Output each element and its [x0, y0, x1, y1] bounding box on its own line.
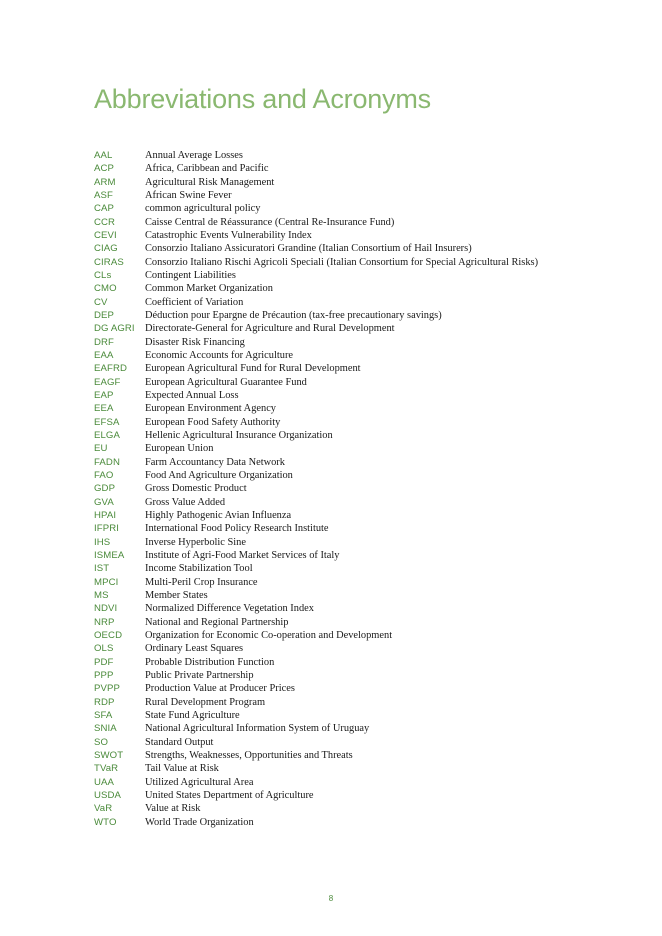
abbreviation-definition: Tail Value at Risk [145, 763, 219, 775]
abbreviation-row [94, 176, 614, 189]
abbreviation-row [94, 402, 614, 415]
abbreviation-row [94, 389, 614, 402]
abbreviation-definition: Ordinary Least Squares [145, 643, 244, 655]
abbreviation-definition: Common Market Organization [145, 283, 273, 295]
abbreviation-term: CIRAS [94, 256, 124, 268]
page-title: Abbreviations and Acronyms [94, 84, 431, 114]
abbreviation-term: EAFRD [94, 363, 128, 375]
abbreviation-row [94, 602, 614, 615]
abbreviation-definition: Food And Agriculture Organization [145, 470, 293, 482]
abbreviation-term: VaR [94, 803, 113, 815]
abbreviation-row [94, 362, 614, 375]
abbreviation-definition: Consorzio Italiano Assicuratori Grandine (Italian Consortium of Hail Insurers) [145, 243, 472, 255]
page-number: 8 [328, 894, 334, 903]
abbreviation-term: IST [94, 563, 110, 575]
abbreviation-row [94, 762, 614, 775]
abbreviation-definition: National Agricultural Information System of Uruguay [145, 723, 370, 735]
abbreviation-row [94, 722, 614, 735]
abbreviation-definition: Production Value at Producer Prices [145, 683, 295, 695]
abbreviation-row [94, 576, 614, 589]
abbreviation-row [94, 349, 614, 362]
abbreviation-term: GDP [94, 483, 116, 495]
abbreviation-row [94, 615, 614, 628]
abbreviation-term: ISMEA [94, 550, 125, 561]
abbreviation-row [94, 642, 614, 655]
abbreviation-row [94, 482, 614, 495]
abbreviation-definition: Déduction pour Epargne de Précaution (tax-free precautionary savings) [145, 310, 442, 322]
abbreviation-definition: Gross Domestic Product [145, 483, 247, 495]
abbreviation-definition: Utilized Agricultural Area [145, 776, 254, 788]
abbreviation-term: CIAG [94, 243, 118, 255]
abbreviation-row [94, 562, 614, 575]
abbreviation-term: TVaR [94, 763, 119, 775]
abbreviation-list [94, 149, 614, 829]
abbreviation-term: EAA [94, 350, 114, 362]
abbreviation-definition: Highly Pathogenic Avian Influenza [145, 510, 292, 522]
abbreviation-definition: United States Department of Agriculture [145, 789, 314, 801]
abbreviation-row [94, 256, 614, 269]
abbreviation-term: FAO [94, 470, 114, 482]
abbreviation-row [94, 429, 614, 442]
abbreviation-term: OLS [94, 643, 114, 655]
abbreviation-term: ASF [94, 190, 113, 202]
abbreviation-row [94, 509, 614, 522]
abbreviation-definition: Agricultural Risk Management [145, 176, 275, 188]
abbreviation-definition: Rural Development Program [145, 696, 266, 708]
abbreviation-definition: Hellenic Agricultural Insurance Organization [145, 430, 333, 442]
abbreviation-term: DRF [94, 336, 115, 348]
abbreviation-term: EAGF [94, 376, 121, 388]
abbreviation-row [94, 695, 614, 708]
abbreviation-term: DG AGRI [94, 323, 135, 335]
abbreviation-term: SNIA [94, 723, 117, 735]
abbreviation-term: IHS [94, 536, 111, 548]
abbreviation-term: CEVI [94, 230, 117, 242]
abbreviation-row [94, 469, 614, 482]
abbreviation-definition: common agricultural policy [145, 203, 261, 215]
abbreviation-row [94, 242, 614, 255]
abbreviation-definition: Probable Distribution Function [145, 656, 275, 668]
abbreviation-term: PPP [94, 669, 114, 681]
abbreviation-term: PVPP [94, 683, 120, 695]
abbreviation-definition: Inverse Hyperbolic Sine [145, 536, 246, 548]
abbreviation-definition: Expected Annual Loss [145, 390, 239, 402]
abbreviation-row [94, 775, 614, 788]
abbreviation-definition: Consorzio Italiano Rischi Agricoli Speciali (Italian Consortium for Special Agricultural Risks) [145, 256, 539, 268]
abbreviation-term: HPAI [94, 510, 117, 522]
abbreviation-term: UAA [94, 776, 115, 788]
abbreviation-term: EAP [94, 390, 114, 402]
abbreviation-definition: European Union [145, 443, 214, 455]
abbreviation-definition: Strengths, Weaknesses, Opportunities and Threats [145, 749, 353, 761]
abbreviation-term: SFA [94, 709, 113, 721]
abbreviation-term: NDVI [94, 603, 118, 615]
abbreviation-term: ACP [94, 163, 115, 175]
abbreviation-row [94, 802, 614, 815]
abbreviation-term: GVA [94, 496, 114, 508]
abbreviation-row [94, 202, 614, 215]
abbreviation-term: ELGA [94, 430, 120, 442]
abbreviation-term: RDP [94, 696, 115, 708]
abbreviation-row [94, 442, 614, 455]
abbreviation-row [94, 496, 614, 509]
abbreviation-row [94, 162, 614, 175]
abbreviation-term: FADN [94, 456, 120, 468]
abbreviation-row [94, 296, 614, 309]
abbreviation-definition: Economic Accounts for Agriculture [145, 350, 294, 362]
abbreviation-term: IFPRI [94, 523, 120, 535]
abbreviation-row [94, 322, 614, 335]
abbreviation-row [94, 282, 614, 295]
abbreviation-term: USDA [94, 789, 122, 801]
abbreviation-definition: European Agricultural Guarantee Fund [145, 376, 307, 388]
abbreviation-term: EU [94, 443, 108, 455]
abbreviation-row [94, 589, 614, 602]
abbreviation-definition: International Food Policy Research Institute [145, 523, 329, 535]
abbreviation-term: ARM [94, 176, 116, 188]
abbreviation-definition: Institute of Agri-Food Market Services of Italy [145, 550, 340, 561]
abbreviation-definition: Coefficient of Variation [145, 296, 244, 308]
abbreviation-row [94, 309, 614, 322]
abbreviation-definition: Normalized Difference Vegetation Index [145, 603, 314, 615]
abbreviation-row [94, 789, 614, 802]
abbreviation-definition: Caisse Central de Réassurance (Central Re-Insurance Fund) [145, 216, 395, 228]
abbreviation-row [94, 549, 614, 562]
abbreviation-row [94, 709, 614, 722]
abbreviation-row [94, 735, 614, 748]
abbreviation-row [94, 655, 614, 668]
abbreviation-row [94, 522, 614, 535]
abbreviation-term: MS [94, 589, 109, 601]
abbreviation-term: NRP [94, 616, 115, 628]
abbreviation-term: EFSA [94, 416, 120, 428]
abbreviation-row [94, 669, 614, 682]
abbreviation-definition: European Agricultural Fund for Rural Development [145, 363, 361, 375]
abbreviation-definition: Multi-Peril Crop Insurance [145, 576, 258, 588]
abbreviation-row [94, 149, 614, 162]
abbreviation-term: CMO [94, 283, 117, 295]
abbreviation-definition: Public Private Partnership [145, 669, 254, 681]
abbreviation-row [94, 269, 614, 282]
abbreviation-row [94, 815, 614, 828]
abbreviation-definition: Africa, Caribbean and Pacific [145, 163, 269, 175]
abbreviation-term: CAP [94, 203, 115, 215]
abbreviation-definition: Annual Average Losses [145, 150, 243, 162]
abbreviation-definition: Income Stabilization Tool [145, 563, 253, 575]
abbreviation-row [94, 376, 614, 389]
abbreviation-row [94, 682, 614, 695]
abbreviation-row [94, 749, 614, 762]
abbreviation-definition: Disaster Risk Financing [145, 336, 245, 348]
abbreviation-row [94, 416, 614, 429]
abbreviation-definition: African Swine Fever [145, 190, 232, 202]
abbreviation-term: SWOT [94, 749, 124, 761]
abbreviation-row [94, 216, 614, 229]
abbreviation-term: CLs [94, 270, 112, 282]
abbreviation-term: SO [94, 736, 109, 748]
abbreviation-row [94, 456, 614, 469]
abbreviation-row [94, 629, 614, 642]
abbreviation-definition: Organization for Economic Co-operation and Development [145, 629, 393, 641]
abbreviation-term: AAL [94, 150, 113, 162]
abbreviation-definition: World Trade Organization [145, 816, 254, 828]
abbreviation-term: MPCI [94, 576, 119, 588]
abbreviation-definition: State Fund Agriculture [145, 709, 240, 721]
abbreviation-row [94, 229, 614, 242]
abbreviation-term: PDF [94, 656, 114, 668]
abbreviation-definition: Contingent Liabilities [145, 270, 236, 282]
abbreviation-definition: Catastrophic Events Vulnerability Index [145, 230, 312, 242]
abbreviation-definition: Directorate-General for Agriculture and Rural Development [145, 323, 395, 335]
abbreviation-row [94, 536, 614, 549]
abbreviation-term: CCR [94, 216, 116, 228]
abbreviation-definition: National and Regional Partnership [145, 616, 289, 628]
abbreviation-definition: Value at Risk [145, 803, 201, 815]
abbreviation-term: DEP [94, 310, 115, 322]
abbreviation-definition: European Food Safety Authority [145, 416, 281, 428]
abbreviation-row [94, 189, 614, 202]
abbreviation-term: WTO [94, 816, 117, 828]
abbreviation-term: EEA [94, 403, 114, 415]
abbreviation-definition: Gross Value Added [145, 496, 226, 508]
abbreviation-definition: Farm Accountancy Data Network [145, 456, 285, 468]
abbreviation-definition: Member States [145, 589, 208, 601]
abbreviation-term: CV [94, 296, 108, 308]
abbreviation-row [94, 336, 614, 349]
abbreviation-definition: European Environment Agency [145, 403, 276, 415]
abbreviation-definition: Standard Output [145, 736, 214, 748]
abbreviation-term: OECD [94, 629, 123, 641]
